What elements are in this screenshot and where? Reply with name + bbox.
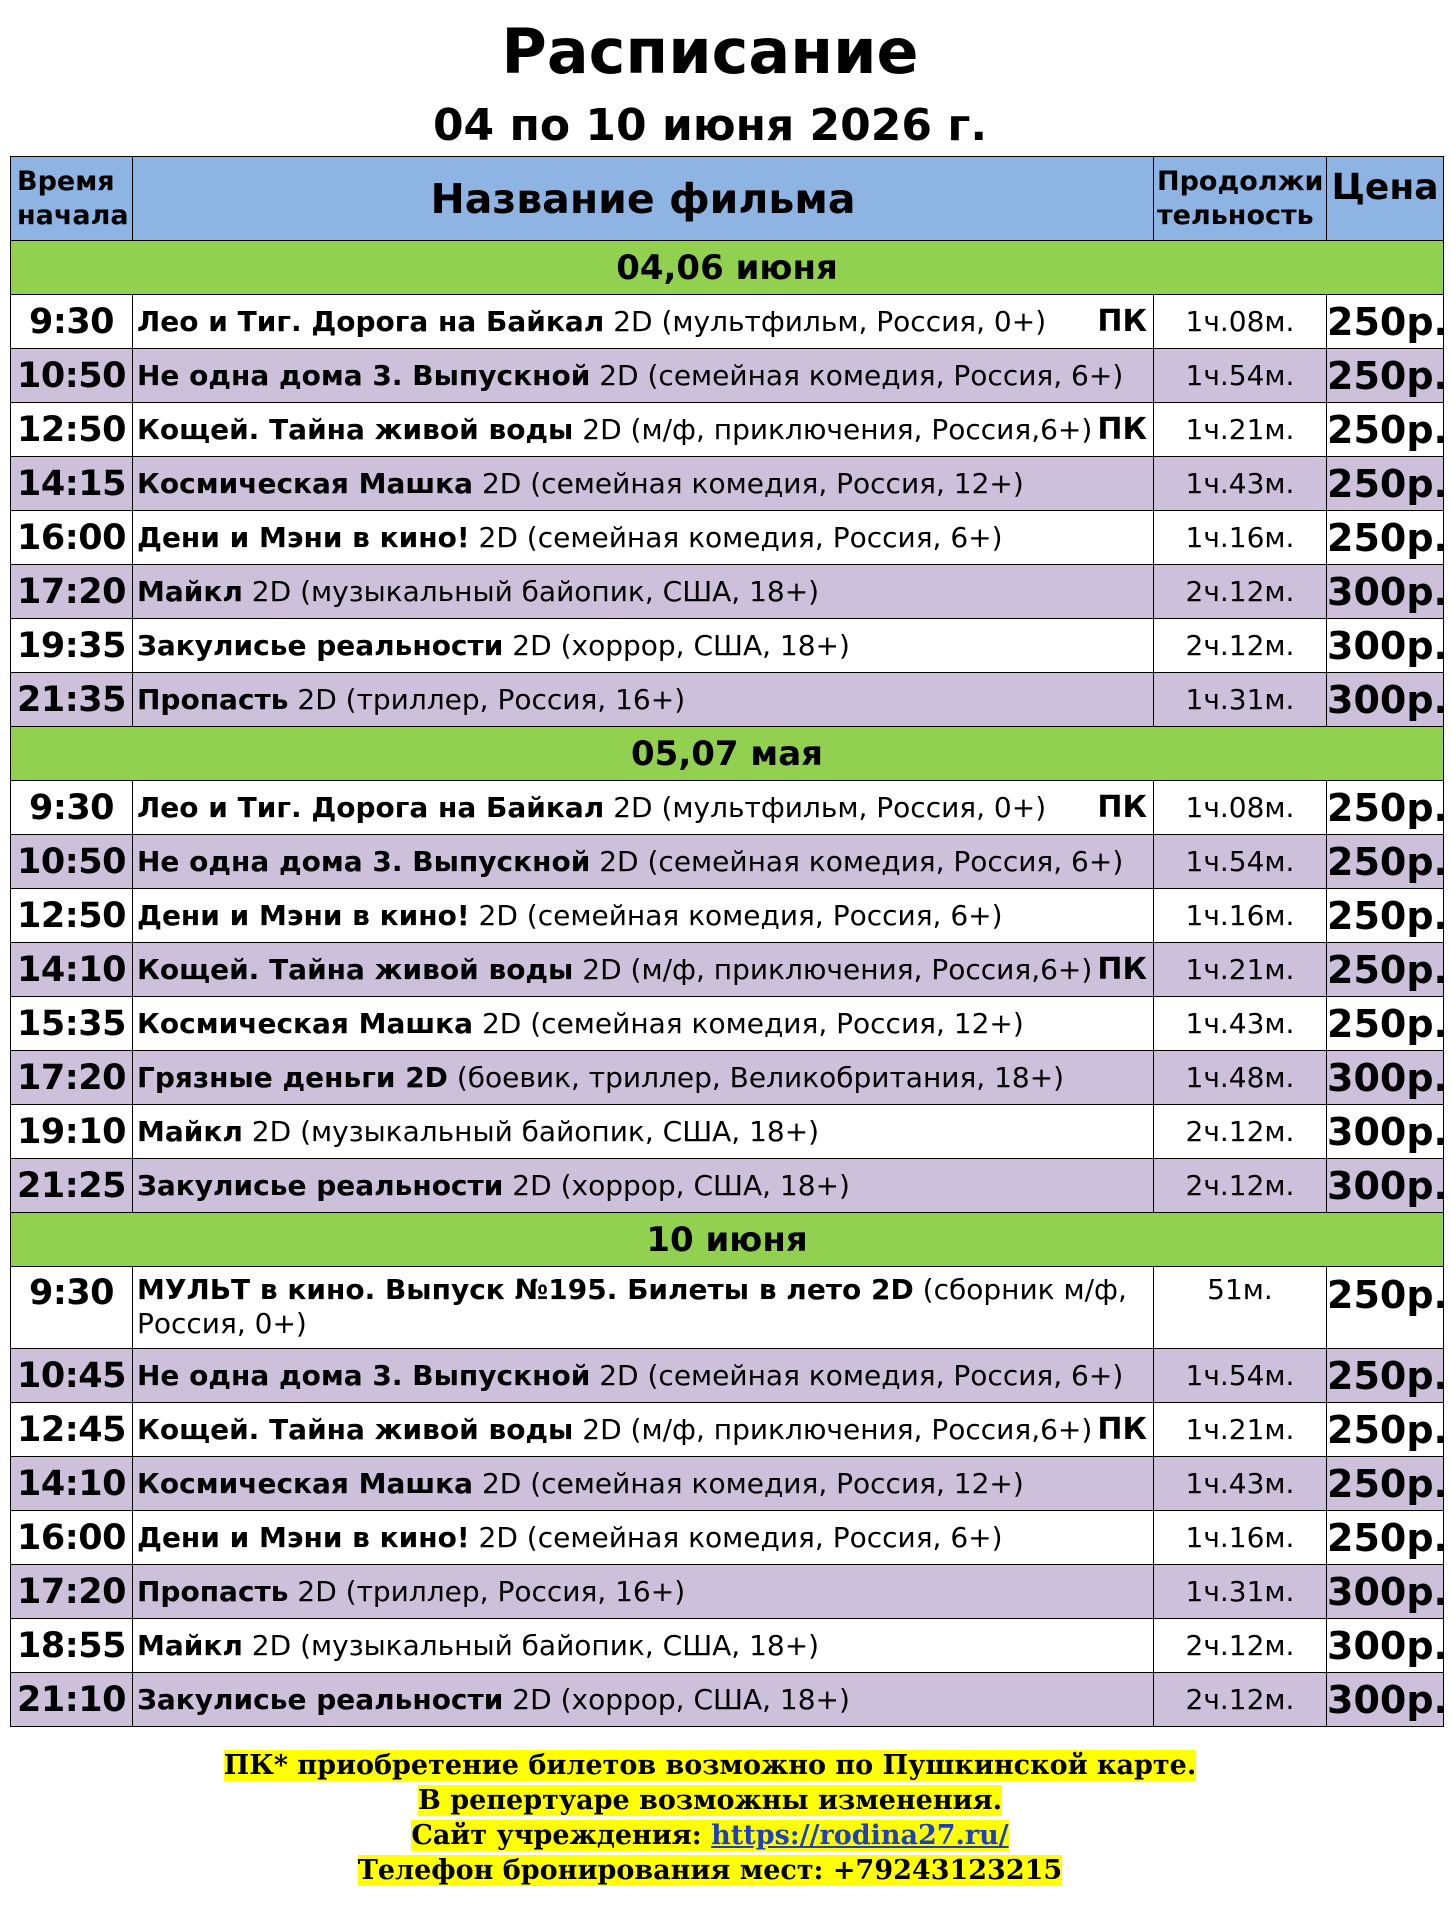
price: 250р. [1327, 781, 1444, 835]
duration: 1ч.16м. [1154, 1511, 1327, 1565]
film-title: Кощей. Тайна живой воды [137, 1412, 574, 1446]
film-title: Пропасть [137, 1574, 289, 1608]
film-format: 2D [469, 520, 518, 554]
film-cell [133, 1105, 1154, 1159]
film-title: Не одна дома 3. Выпускной [137, 1358, 591, 1392]
note-site [411, 1820, 1008, 1851]
screening-row [11, 511, 1444, 565]
film-format: 2D [590, 844, 639, 878]
start-time: 14:10 [11, 1457, 133, 1511]
film-info: (семейная комедия, Россия, 12+) [521, 1006, 1024, 1040]
film-cell [133, 403, 1154, 457]
film-format: 2D [288, 1574, 337, 1608]
col-header-duration [1154, 157, 1327, 241]
start-time: 16:00 [11, 1511, 133, 1565]
film-cell [133, 1619, 1154, 1673]
film-cell [133, 1267, 1154, 1349]
film-info: (м/ф, приключения, Россия,6+) [621, 412, 1093, 446]
film-title: Грязные деньги 2D [137, 1060, 448, 1094]
start-time: 12:45 [11, 1403, 133, 1457]
film-cell [133, 1349, 1154, 1403]
film-info: (семейная комедия, Россия, 6+) [517, 520, 1003, 554]
film-cell [133, 1159, 1154, 1213]
screening-row [11, 1565, 1444, 1619]
film-format: 2D [573, 412, 622, 446]
film-format: 2D [503, 1682, 552, 1716]
film-title: Дени и Мэни в кино! [137, 1520, 470, 1554]
day-header-row [11, 1213, 1444, 1267]
start-time: 12:50 [11, 889, 133, 943]
date-range: 04 по 10 июня 2026 г. [432, 100, 988, 151]
film-info: (хоррор, США, 18+) [551, 1168, 850, 1202]
start-time: 10:50 [11, 349, 133, 403]
price: 250р. [1327, 943, 1444, 997]
screening-row [11, 403, 1444, 457]
film-cell [133, 511, 1154, 565]
start-time: 10:50 [11, 835, 133, 889]
pushkin-card-badge: ПК [1097, 303, 1147, 339]
start-time: 17:20 [11, 1565, 133, 1619]
start-time: 14:15 [11, 457, 133, 511]
price: 250р. [1327, 295, 1444, 349]
film-format: 2D [288, 682, 337, 716]
screening-row [11, 835, 1444, 889]
film-title: Закулисье реальности [137, 628, 504, 662]
film-info: (мультфильм, Россия, 0+) [652, 304, 1047, 338]
film-title: Дени и Мэни в кино! [137, 898, 470, 932]
price: 250р. [1327, 1457, 1444, 1511]
film-cell [133, 1565, 1154, 1619]
film-format: 2D [604, 304, 653, 338]
film-title: Не одна дома 3. Выпускной [137, 358, 591, 392]
screening-row [11, 1619, 1444, 1673]
start-time: 12:50 [11, 403, 133, 457]
price: 300р. [1327, 673, 1444, 727]
film-title: Закулисье реальности [137, 1682, 504, 1716]
duration: 1ч.43м. [1154, 1457, 1327, 1511]
film-cell [133, 295, 1154, 349]
film-info: (музыкальный байопик, США, 18+) [291, 574, 820, 608]
film-info: (м/ф, приключения, Россия,6+) [621, 1412, 1093, 1446]
col-header-film: Название фильма [133, 157, 1154, 241]
duration: 1ч.31м. [1154, 673, 1327, 727]
col-header-duration-line2: тельность [1157, 199, 1314, 231]
film-cell [133, 673, 1154, 727]
col-header-time [11, 157, 133, 241]
film-cell [133, 1051, 1154, 1105]
film-format: 2D [242, 1628, 292, 1662]
film-format: 2D [590, 358, 639, 392]
duration: 1ч.31м. [1154, 1565, 1327, 1619]
film-info: (хоррор, США, 18+) [551, 1682, 850, 1716]
film-format: 2D [573, 952, 622, 986]
duration: 1ч.08м. [1154, 781, 1327, 835]
col-header-duration-line1: Продолжи [1157, 165, 1324, 197]
start-time: 9:30 [11, 781, 133, 835]
duration: 1ч.43м. [1154, 457, 1327, 511]
price: 300р. [1327, 1673, 1444, 1727]
film-title: Закулисье реальности [137, 1168, 504, 1202]
film-format: 2D [242, 1114, 292, 1148]
day-header-row [11, 241, 1444, 295]
pushkin-card-badge: ПК [1097, 1411, 1147, 1447]
film-cell [133, 565, 1154, 619]
film-info: (боевик, триллер, Великобритания, 18+) [447, 1060, 1065, 1094]
duration: 2ч.12м. [1154, 619, 1327, 673]
price: 250р. [1327, 889, 1444, 943]
screening-row [11, 1159, 1444, 1213]
film-info: (мультфильм, Россия, 0+) [652, 790, 1047, 824]
price: 300р. [1327, 1619, 1444, 1673]
start-time: 19:10 [11, 1105, 133, 1159]
film-info: (семейная комедия, Россия, 6+) [517, 1520, 1003, 1554]
film-info: (сборник м/ф, Россия, 0+) [137, 1273, 1127, 1340]
film-format: 2D [590, 1358, 639, 1392]
screening-row [11, 565, 1444, 619]
col-header-time-line2: начала [17, 199, 129, 231]
screening-row [11, 781, 1444, 835]
film-title: Пропасть [137, 682, 289, 716]
film-cell [133, 997, 1154, 1051]
film-title: МУЛЬТ в кино. Выпуск №195. Билеты в лето 2D [137, 1273, 914, 1306]
duration: 1ч.54м. [1154, 1349, 1327, 1403]
price: 250р. [1327, 1403, 1444, 1457]
note-pushkin-card: ПК* приобретение билетов возможно по Пушкинской карте. [223, 1750, 1197, 1781]
duration: 2ч.12м. [1154, 1673, 1327, 1727]
film-format: 2D [469, 1520, 518, 1554]
film-title: Лео и Тиг. Дорога на Байкал [137, 790, 605, 824]
start-time: 17:20 [11, 565, 133, 619]
price: 250р. [1327, 835, 1444, 889]
film-title: Дени и Мэни в кино! [137, 520, 470, 554]
start-time: 19:35 [11, 619, 133, 673]
price: 300р. [1327, 1105, 1444, 1159]
pushkin-card-badge: ПК [1097, 411, 1147, 447]
film-cell [133, 1403, 1154, 1457]
start-time: 15:35 [11, 997, 133, 1051]
screening-row [11, 1511, 1444, 1565]
film-info: (семейная комедия, Россия, 6+) [638, 358, 1124, 392]
film-info: (триллер, Россия, 16+) [336, 1574, 686, 1608]
start-time: 10:45 [11, 1349, 133, 1403]
duration: 1ч.21м. [1154, 943, 1327, 997]
film-format: 2D [473, 1006, 522, 1040]
duration: 1ч.16м. [1154, 511, 1327, 565]
film-title: Кощей. Тайна живой воды [137, 412, 574, 446]
film-info: (хоррор, США, 18+) [551, 628, 850, 662]
day-label: 10 июня [11, 1213, 1444, 1267]
film-title: Космическая Машка [137, 1006, 474, 1040]
duration: 2ч.12м. [1154, 565, 1327, 619]
film-title: Лео и Тиг. Дорога на Байкал [137, 304, 605, 338]
duration: 2ч.12м. [1154, 1619, 1327, 1673]
site-link[interactable]: https://rodina27.ru/ [711, 1820, 1009, 1851]
film-cell [133, 781, 1154, 835]
screening-row [11, 1349, 1444, 1403]
film-info: (семейная комедия, Россия, 12+) [521, 1466, 1024, 1500]
duration: 1ч.16м. [1154, 889, 1327, 943]
duration: 1ч.54м. [1154, 835, 1327, 889]
screening-row [11, 1105, 1444, 1159]
film-format: 2D [503, 628, 552, 662]
start-time: 9:30 [11, 1267, 133, 1349]
film-cell [133, 619, 1154, 673]
table-header [11, 157, 1444, 241]
duration: 51м. [1154, 1267, 1327, 1349]
duration: 1ч.48м. [1154, 1051, 1327, 1105]
film-cell [133, 1673, 1154, 1727]
film-info: (м/ф, приключения, Россия,6+) [621, 952, 1093, 986]
start-time: 9:30 [11, 295, 133, 349]
page-title: Расписание [501, 15, 919, 88]
film-cell [133, 1511, 1154, 1565]
film-info: (триллер, Россия, 16+) [336, 682, 686, 716]
price: 250р. [1327, 403, 1444, 457]
screening-row [11, 1267, 1444, 1349]
price: 250р. [1327, 997, 1444, 1051]
start-time: 17:20 [11, 1051, 133, 1105]
film-info: (семейная комедия, Россия, 6+) [638, 844, 1124, 878]
film-title: Космическая Машка [137, 1466, 474, 1500]
start-time: 16:00 [11, 511, 133, 565]
screening-row [11, 997, 1444, 1051]
price: 250р. [1327, 349, 1444, 403]
film-cell [133, 835, 1154, 889]
film-format: 2D [503, 1168, 552, 1202]
price: 250р. [1327, 1511, 1444, 1565]
film-info: (семейная комедия, Россия, 6+) [638, 1358, 1124, 1392]
screening-row [11, 349, 1444, 403]
duration: 2ч.12м. [1154, 1159, 1327, 1213]
price: 300р. [1327, 565, 1444, 619]
col-header-time-line1: Время [17, 165, 115, 197]
screening-row [11, 1457, 1444, 1511]
note-site-label: Сайт учреждения: [411, 1820, 712, 1851]
film-info: (семейная комедия, Россия, 6+) [517, 898, 1003, 932]
film-cell [133, 349, 1154, 403]
film-title: Кощей. Тайна живой воды [137, 952, 574, 986]
price: 300р. [1327, 1051, 1444, 1105]
day-label: 05,07 мая [11, 727, 1444, 781]
start-time: 14:10 [11, 943, 133, 997]
screening-row [11, 1673, 1444, 1727]
price: 300р. [1327, 1565, 1444, 1619]
duration: 1ч.08м. [1154, 295, 1327, 349]
film-format: 2D [473, 1466, 522, 1500]
film-info: (музыкальный байопик, США, 18+) [291, 1628, 820, 1662]
film-title: Майкл [137, 1628, 243, 1662]
note-phone: Телефон бронирования мест: +79243123215 [357, 1855, 1063, 1886]
film-format: 2D [473, 466, 522, 500]
screening-row [11, 1051, 1444, 1105]
duration: 1ч.21м. [1154, 1403, 1327, 1457]
film-format: 2D [573, 1412, 622, 1446]
film-title: Майкл [137, 574, 243, 608]
schedule-table [10, 156, 1448, 1727]
day-label: 04,06 июня [11, 241, 1444, 295]
screening-row [11, 673, 1444, 727]
screening-row [11, 295, 1444, 349]
duration: 1ч.54м. [1154, 349, 1327, 403]
col-header-price: Цена [1327, 157, 1444, 241]
price: 300р. [1327, 619, 1444, 673]
screening-row [11, 457, 1444, 511]
duration: 1ч.21м. [1154, 403, 1327, 457]
start-time: 21:10 [11, 1673, 133, 1727]
film-cell [133, 1457, 1154, 1511]
footer-notes [0, 1748, 1420, 1888]
screening-row [11, 619, 1444, 673]
price: 250р. [1327, 1267, 1444, 1349]
screening-row [11, 943, 1444, 997]
screening-row [11, 889, 1444, 943]
pushkin-card-badge: ПК [1097, 789, 1147, 825]
price: 250р. [1327, 457, 1444, 511]
film-cell [133, 457, 1154, 511]
film-cell [133, 889, 1154, 943]
duration: 2ч.12м. [1154, 1105, 1327, 1159]
pushkin-card-badge: ПК [1097, 951, 1147, 987]
duration: 1ч.43м. [1154, 997, 1327, 1051]
film-info: (семейная комедия, Россия, 12+) [521, 466, 1024, 500]
note-changes: В репертуаре возможны изменения. [418, 1785, 1002, 1816]
schedule-body [11, 241, 1448, 1727]
film-title: Не одна дома 3. Выпускной [137, 844, 591, 878]
film-format: 2D [242, 574, 292, 608]
film-format: 2D [469, 898, 518, 932]
film-title: Космическая Машка [137, 466, 474, 500]
price: 250р. [1327, 511, 1444, 565]
film-title: Майкл [137, 1114, 243, 1148]
price: 250р. [1327, 1349, 1444, 1403]
start-time: 21:35 [11, 673, 133, 727]
film-format: 2D [604, 790, 653, 824]
film-info: (музыкальный байопик, США, 18+) [291, 1114, 820, 1148]
screening-row [11, 1403, 1444, 1457]
start-time: 18:55 [11, 1619, 133, 1673]
price: 300р. [1327, 1159, 1444, 1213]
film-cell [133, 943, 1154, 997]
day-header-row [11, 727, 1444, 781]
start-time: 21:25 [11, 1159, 133, 1213]
